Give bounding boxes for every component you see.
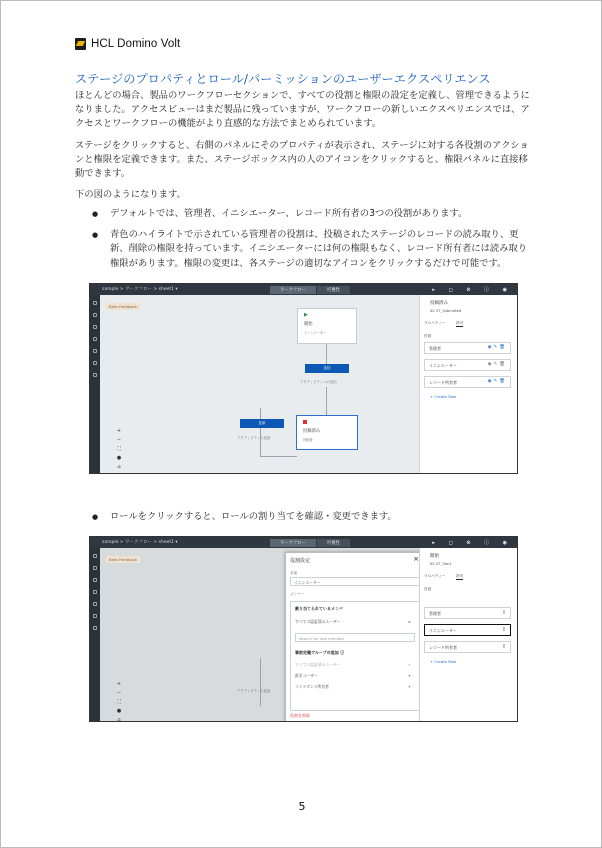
stop-icon xyxy=(303,420,307,424)
breadcrumb[interactable]: sample > ワークフロー > sheet1 ▾ xyxy=(102,287,178,292)
tab-visibility[interactable]: 可視性 xyxy=(317,539,350,547)
left-toolbar xyxy=(90,295,100,473)
document-icon[interactable]: ▯ xyxy=(502,644,507,649)
update-action[interactable]: 更新 xyxy=(240,419,284,428)
delete-role-button[interactable]: 役割を削除 xyxy=(290,713,310,718)
document-icon[interactable]: ▯ xyxy=(502,610,507,615)
view-tabs xyxy=(270,539,350,547)
role-record-owner-label: レコード所有者 xyxy=(429,645,457,650)
name-label: 名前 xyxy=(290,571,298,575)
workflow-screenshot-2 xyxy=(89,536,518,722)
role-admin[interactable] xyxy=(424,607,511,619)
add-icon[interactable]: + xyxy=(407,673,411,678)
permission-icons[interactable]: ◉✎🗑 xyxy=(487,379,507,384)
breadcrumb[interactable]: sample > ワークフロー > sheet1 ▾ xyxy=(102,540,178,545)
members-label: メンバー xyxy=(290,592,305,596)
stage-click-paragraph: ステージをクリックすると、右側のパネルにそのプロパティが表示され、ステージに対する各役割のアクションと権限を定義できます。また、ステージボックス内の人のアイコンをクリックすると、権限パネルに直接移動できます。 xyxy=(75,140,529,180)
role-admin[interactable] xyxy=(424,342,511,354)
app-topbar xyxy=(90,537,517,548)
start-stage-title: 開始 xyxy=(304,322,313,327)
bullet-admin-permissions: ● 青色のハイライトで示されている管理者の役割は、投稿されたステージのレコードの読み取り、更新、削除の権限を持っています。イニシエーターには何の権限もなく、レコード所有者には読み取り権限があります。権限の変更は、各ステージの適切なアイコンをクリックするだけで可能です。 xyxy=(75,228,531,271)
connector xyxy=(260,658,261,706)
group-name: すべての認証済みユーザー xyxy=(295,662,341,667)
submitted-stage-node[interactable] xyxy=(296,415,358,450)
group-row[interactable] xyxy=(295,673,415,679)
intro-paragraph: ほとんどの場合、製品のワークフローセクションで、すべての役割と権限の設定を定義し、管理できるようになりました。アクセスビューはまだ製品に残っていますが、ワークフローの新しいエクスペリエンスでは、アクセスとワークフローの機能がより直感的な方法でまとめられています。 xyxy=(75,90,530,130)
zoom-controls[interactable]: + − ⛶ ● ⌂ xyxy=(116,681,122,722)
code-icon[interactable] xyxy=(93,602,97,606)
tab-properties[interactable]: プロパティー xyxy=(424,574,446,578)
submitted-stage-sub: 投稿後 xyxy=(303,438,313,442)
update-action-sub: アクティビティの追加 xyxy=(237,689,271,693)
role-record-owner[interactable] xyxy=(424,641,511,653)
app-topbar xyxy=(90,284,517,295)
assigned-member-row xyxy=(295,619,415,625)
members-box xyxy=(290,601,420,711)
connector xyxy=(326,344,327,364)
assigned-members-title: 割り当てられているメンバ xyxy=(295,606,343,611)
add-icon[interactable]: + xyxy=(407,662,411,667)
group-row[interactable] xyxy=(295,662,415,668)
role-initiator-label: イニシエーター xyxy=(429,363,457,368)
code-icon[interactable] xyxy=(93,349,97,353)
properties-panel xyxy=(419,548,517,721)
panel-stage-id: ID: ST_Submitted xyxy=(430,309,462,313)
add-icon[interactable]: + xyxy=(407,684,411,689)
workflow-canvas[interactable] xyxy=(100,295,419,473)
remove-icon[interactable]: × xyxy=(407,619,411,624)
section-heading: ステージのプロパティとロール/パーミッションのユーザーエクスペリエンス xyxy=(75,72,491,86)
document-icon[interactable]: ▯ xyxy=(502,627,507,632)
workflow-canvas[interactable] xyxy=(100,548,419,721)
panel-stage-title: 開始 xyxy=(430,554,439,559)
bullet-default-roles: ● デフォルトでは、管理者、イニシエーター、レコード所有者の3つの役割があります。 xyxy=(75,207,531,221)
start-stage-role: イニシエーター xyxy=(304,331,327,335)
view-tabs xyxy=(270,286,350,294)
role-admin-label: 管理者 xyxy=(429,346,441,351)
settings-icon[interactable] xyxy=(93,626,97,630)
connector xyxy=(260,456,297,457)
group-name: インスタンス所有者 xyxy=(295,684,329,689)
dialog-title: 役割設定 xyxy=(290,558,311,564)
list-icon[interactable] xyxy=(93,614,97,618)
panel-stage-id: ID: ST_Start xyxy=(430,562,452,566)
tab-permissions[interactable]: 許可 xyxy=(456,574,464,578)
edit-icon[interactable] xyxy=(93,566,97,570)
role-record-owner[interactable] xyxy=(424,376,511,388)
group-row[interactable] xyxy=(295,684,415,690)
role-settings-dialog xyxy=(285,552,425,722)
tab-workflow[interactable]: ワークフロー xyxy=(270,286,316,294)
workflow-icon[interactable] xyxy=(93,325,97,329)
update-action-sub: アクティビティの追加 xyxy=(237,436,271,440)
permission-icons[interactable]: ◉✎🗑 xyxy=(487,345,507,350)
style-icon[interactable] xyxy=(93,590,97,594)
toolbar-icons[interactable]: ▸ ◻ ⊗ ⓘ ◉ xyxy=(432,540,513,546)
play-icon: ▶ xyxy=(304,312,308,318)
beta-feedback-badge[interactable]: Beta Feedback xyxy=(106,556,140,563)
zoom-controls[interactable]: + − ⛶ ● ⌂ xyxy=(116,428,122,470)
list-icon[interactable] xyxy=(93,361,97,365)
permission-icons[interactable]: ◉✎🗑 xyxy=(487,362,507,367)
workflow-screenshot-1 xyxy=(89,283,518,474)
submitted-stage-title: 投稿済み xyxy=(303,429,321,434)
bullet-list xyxy=(75,207,531,278)
role-initiator[interactable] xyxy=(424,624,511,636)
assigned-member-name: すべての認証済みユーザー xyxy=(295,619,341,624)
tab-visibility[interactable]: 可視性 xyxy=(317,286,350,294)
close-icon[interactable]: × xyxy=(413,555,419,563)
create-role-link[interactable]: + Create Role xyxy=(430,394,457,399)
left-toolbar xyxy=(90,548,100,721)
figure-lead-paragraph: 下の図のようになります。 xyxy=(75,189,186,200)
edit-icon[interactable] xyxy=(93,313,97,317)
role-admin-label: 管理者 xyxy=(429,611,441,616)
toolbar-icons[interactable]: ▸ ◻ ⊗ ⓘ ◉ xyxy=(432,287,513,293)
workflow-icon[interactable] xyxy=(93,578,97,582)
tab-permissions[interactable]: 許可 xyxy=(456,321,464,325)
bullet-list-2 xyxy=(75,510,531,531)
connector xyxy=(326,387,327,415)
search-icon[interactable] xyxy=(93,554,97,558)
brand-header xyxy=(75,38,180,50)
beta-feedback-badge[interactable]: Beta Feedback xyxy=(106,303,140,310)
search-icon[interactable] xyxy=(93,301,97,305)
role-initiator-label: イニシエーター xyxy=(429,628,457,633)
bullet-role-click: ● ロールをクリックすると、ロールの割り当てを確認・変更できます。 xyxy=(75,510,531,524)
role-record-owner-label: レコード所有者 xyxy=(429,380,457,385)
roles-section-label: 役割 xyxy=(424,334,432,338)
predefined-groups-title: 事前定義グループの追加 ⓘ xyxy=(295,650,345,655)
role-name-input[interactable]: イニシエーター xyxy=(290,577,420,586)
properties-panel xyxy=(419,295,517,473)
submit-action-sub: アクティビティへの送信 xyxy=(300,380,337,384)
submit-action[interactable]: 送信 xyxy=(305,364,349,373)
page-number: 5 xyxy=(298,800,306,813)
brand-name: HCL Domino Volt xyxy=(91,38,181,50)
create-role-link[interactable]: + Create Role xyxy=(430,659,457,664)
member-search-input[interactable]: Search for role member xyxy=(295,633,415,642)
start-stage-node[interactable] xyxy=(297,308,357,344)
tab-properties[interactable]: プロパティー xyxy=(424,321,446,325)
hcl-logo-icon xyxy=(75,38,86,50)
connector xyxy=(260,408,261,456)
group-name: 匿名ユーザー xyxy=(295,673,318,678)
settings-icon[interactable] xyxy=(93,373,97,377)
panel-stage-title: 投稿済み xyxy=(430,301,448,306)
role-initiator[interactable] xyxy=(424,359,511,371)
roles-section-label: 役割 xyxy=(424,587,432,591)
tab-workflow[interactable]: ワークフロー xyxy=(270,539,316,547)
style-icon[interactable] xyxy=(93,337,97,341)
